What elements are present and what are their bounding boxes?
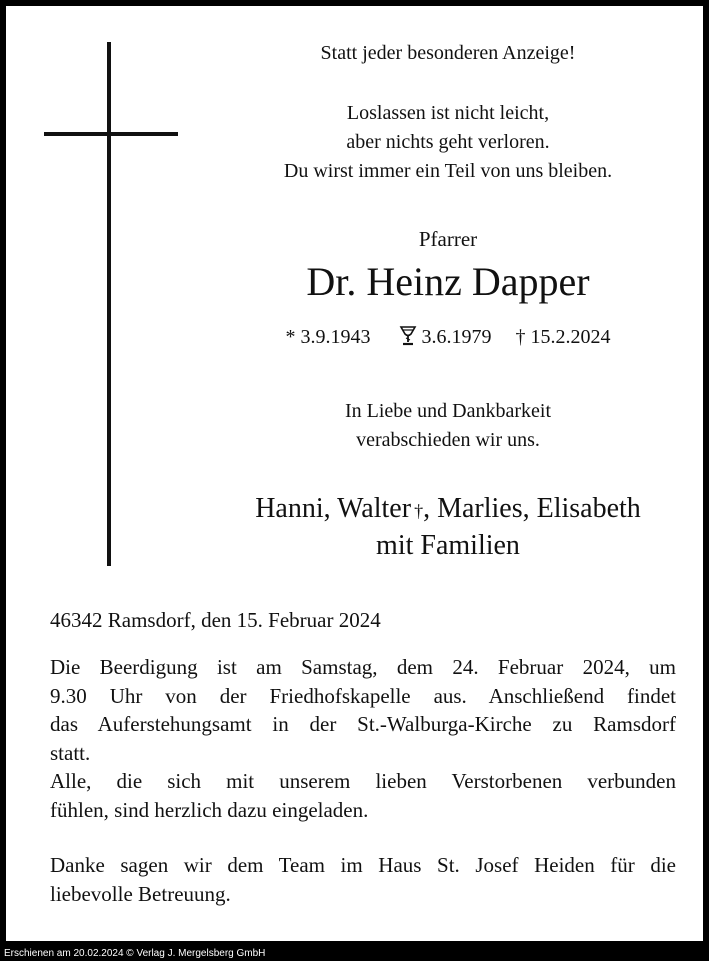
farewell-line-2: verabschieden wir uns.: [356, 429, 540, 451]
body-line-4: statt.: [50, 740, 91, 765]
chalice-icon: [399, 326, 417, 346]
body-line-6: fühlen, sind herzlich dazu eingeladen.: [50, 797, 369, 822]
deceased-name: Dr. Heinz Dapper: [306, 259, 590, 304]
death-date: † 15.2.2024: [515, 326, 611, 348]
family-cross: †: [414, 501, 424, 521]
birth-date: * 3.9.1943: [285, 326, 371, 348]
statt-line: Statt jeder besonderen Anzeige!: [320, 42, 576, 64]
family-names-b: , Marlies, Elisabeth: [423, 493, 641, 524]
thanks-line-1: Danke sagen wir dem Team im Haus St. Josef Heiden für die: [50, 853, 676, 877]
body-line-3: das Auferstehungsamt in der St.-Walburga-Kirche zu Ramsdorf: [50, 712, 676, 736]
verse-line-3: Du wirst immer ein Teil von uns bleiben.: [283, 160, 613, 182]
thanks-line-2: liebevolle Betreuung.: [50, 881, 231, 906]
verse-line-1: Loslassen ist nicht leicht,: [346, 102, 550, 124]
ordination-date: 3.6.1979: [421, 326, 492, 348]
dates-line: [228, 326, 668, 349]
farewell-line-1: In Liebe und Dankbarkeit: [344, 400, 552, 422]
publication-footer: Erschienen am 20.02.2024 © Verlag J. Mergelsberg GmbH: [4, 948, 266, 959]
body-line-2: 9.30 Uhr von der Friedhofskapelle aus. Anschließend findet: [50, 683, 676, 708]
family-names-a: Hanni, Walter: [255, 493, 412, 524]
verse-line-2: aber nichts geht verloren.: [346, 131, 550, 153]
obituary-card: [6, 6, 703, 941]
body-line-1: Die Beerdigung ist am Samstag, dem 24. Februar 2024, um: [50, 655, 676, 679]
family-line-1: [228, 493, 668, 525]
place-date: 46342 Ramsdorf, den 15. Februar 2024: [50, 608, 381, 632]
family-line-2: mit Familien: [376, 530, 520, 561]
cross-icon: [107, 42, 111, 566]
body-line-5: Alle, die sich mit unserem lieben Verstorbenen verbunden: [50, 769, 676, 793]
title: Pfarrer: [418, 227, 478, 251]
cross-icon-bar: [44, 132, 178, 136]
